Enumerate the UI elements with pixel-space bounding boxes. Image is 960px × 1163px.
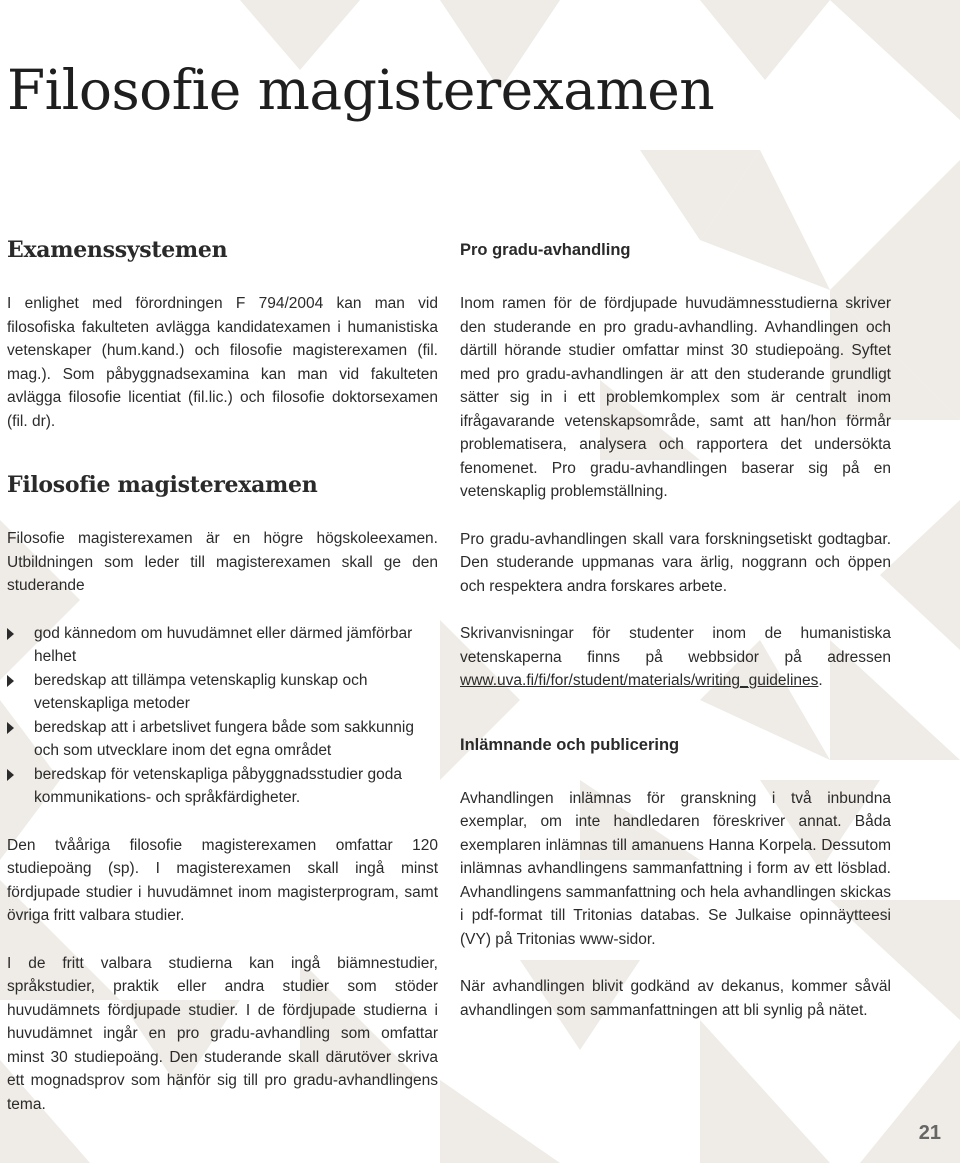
paragraph-forskningsetik: Pro gradu-avhandlingen skall vara forskningsetiskt godtagbar. Den studerande uppmanas vara ärlig, noggrann och öppen och respektera andra forskares arbete. [460, 530, 891, 595]
heading-inlamnande: Inlämnande och publicering [460, 735, 680, 754]
page-title: Filosofie magisterexamen [7, 58, 715, 122]
paragraph-fritt-valbara: I de fritt valbara studierna kan ingå biämnestudier, språkstudier, praktik eller andra studier som stöder huvudämnets fördjupade studier. I de fördjupade studierna i huvudämnet ingår en pro gradu-avhandling som omfattar minst 30 studiepoäng. Den studerande skall därutöver skriva ett mognadsprov som hänför sig till pro gradu-avhandlingens tema. [7, 954, 438, 1113]
list-item: god kännedom om huvudämnet eller därmed jämförbar helhet [7, 622, 438, 669]
bullet-arrow-icon [7, 769, 14, 781]
bullet-arrow-icon [7, 675, 14, 687]
paragraph-skrivanvisningar: Skrivanvisningar för studenter inom de humanistiska vetenskaperna finns på webbsidor på adressen www.uva.fi/fi/for/student/materials/writing_guidelines. [460, 625, 891, 689]
paragraph-120-sp: Den tvååriga filosofie magisterexamen omfattar 120 studiepoäng (sp). I magisterexamen skall ingå minst fördjupade studier i huvudämnet inom magisterprogram, samt övriga fritt valbara studier. [7, 836, 438, 924]
paragraph-pro-gradu: Inom ramen för de fördjupade huvudämnesstudierna skriver den studerande en pro gradu-avhandling. Avhandlingen och därtill hörande studier omfattar minst 30 studiepoäng. Syftet med pro gradu-avhandlingen är att den studerande grundligt sätter sig in i ett problemkomplex som är centralt inom ifrågavarande vetenskapsområde, samt att han/hon förmår problematisera, analysera och rapportera det undersökta fenomenet. Pro gradu-avhandlingen baserar sig på en vetenskaplig problemställning. [460, 295, 891, 500]
list-item: beredskap att i arbetslivet fungera både som sakkunnig och som utvecklare inom det egna området [7, 716, 438, 763]
goals-list [7, 622, 438, 810]
left-column [7, 230, 438, 1116]
paragraph-examenssystemen: I enlighet med förordningen F 794/2004 kan man vid filosofiska fakulteten avlägga kandidatexamen i humanistiska vetenskaper (hum.kand.) och filosofie magisterexamen (fil. mag.). Som påbyggnadsexamina kan man vid fakulteten avlägga filosofie licentiat (fil.lic.) och filosofie doktorsexamen (fil. dr). [7, 295, 438, 430]
bullet-arrow-icon [7, 722, 14, 734]
right-column [460, 230, 891, 1022]
writing-guidelines-link[interactable]: www.uva.fi/fi/for/student/materials/writing_guidelines [460, 672, 819, 689]
list-item: beredskap för vetenskapliga påbyggnadsstudier goda kommunikations- och språkfärdigheter. [7, 763, 438, 810]
paragraph-inlamnande: Avhandlingen inlämnas för granskning i två inbundna exemplar, om inte handledaren föreskriver annat. Båda exemplaren inlämnas till amanuens Hanna Korpela. Dessutom inlämnas avhandlingens sammanfattning i form av ett lösblad. Avhandlingens sammanfattning och hela avhandlingen skickas i pdf-format till Tritonias databas. Se Julkaise opinnäytteesi (VY) på Tritonias www-sidor. [460, 789, 891, 948]
heading-filosofie-magisterexamen: Filosofie magisterexamen [7, 472, 318, 498]
heading-examenssystemen: Examenssystemen [7, 237, 228, 263]
bullet-arrow-icon [7, 628, 14, 640]
list-item: beredskap att tillämpa vetenskaplig kunskap och vetenskapliga metoder [7, 669, 438, 716]
paragraph-godkand: När avhandlingen blivit godkänd av dekanus, kommer såväl avhandlingen som sammanfattningen att bli synlig på nätet. [460, 978, 891, 1019]
heading-pro-gradu: Pro gradu-avhandling [460, 241, 631, 259]
paragraph-intro: Filosofie magisterexamen är en högre högskoleexamen. Utbildningen som leder till magisterexamen skall ge den studerande [7, 530, 438, 594]
page-number: 21 [918, 1122, 941, 1144]
